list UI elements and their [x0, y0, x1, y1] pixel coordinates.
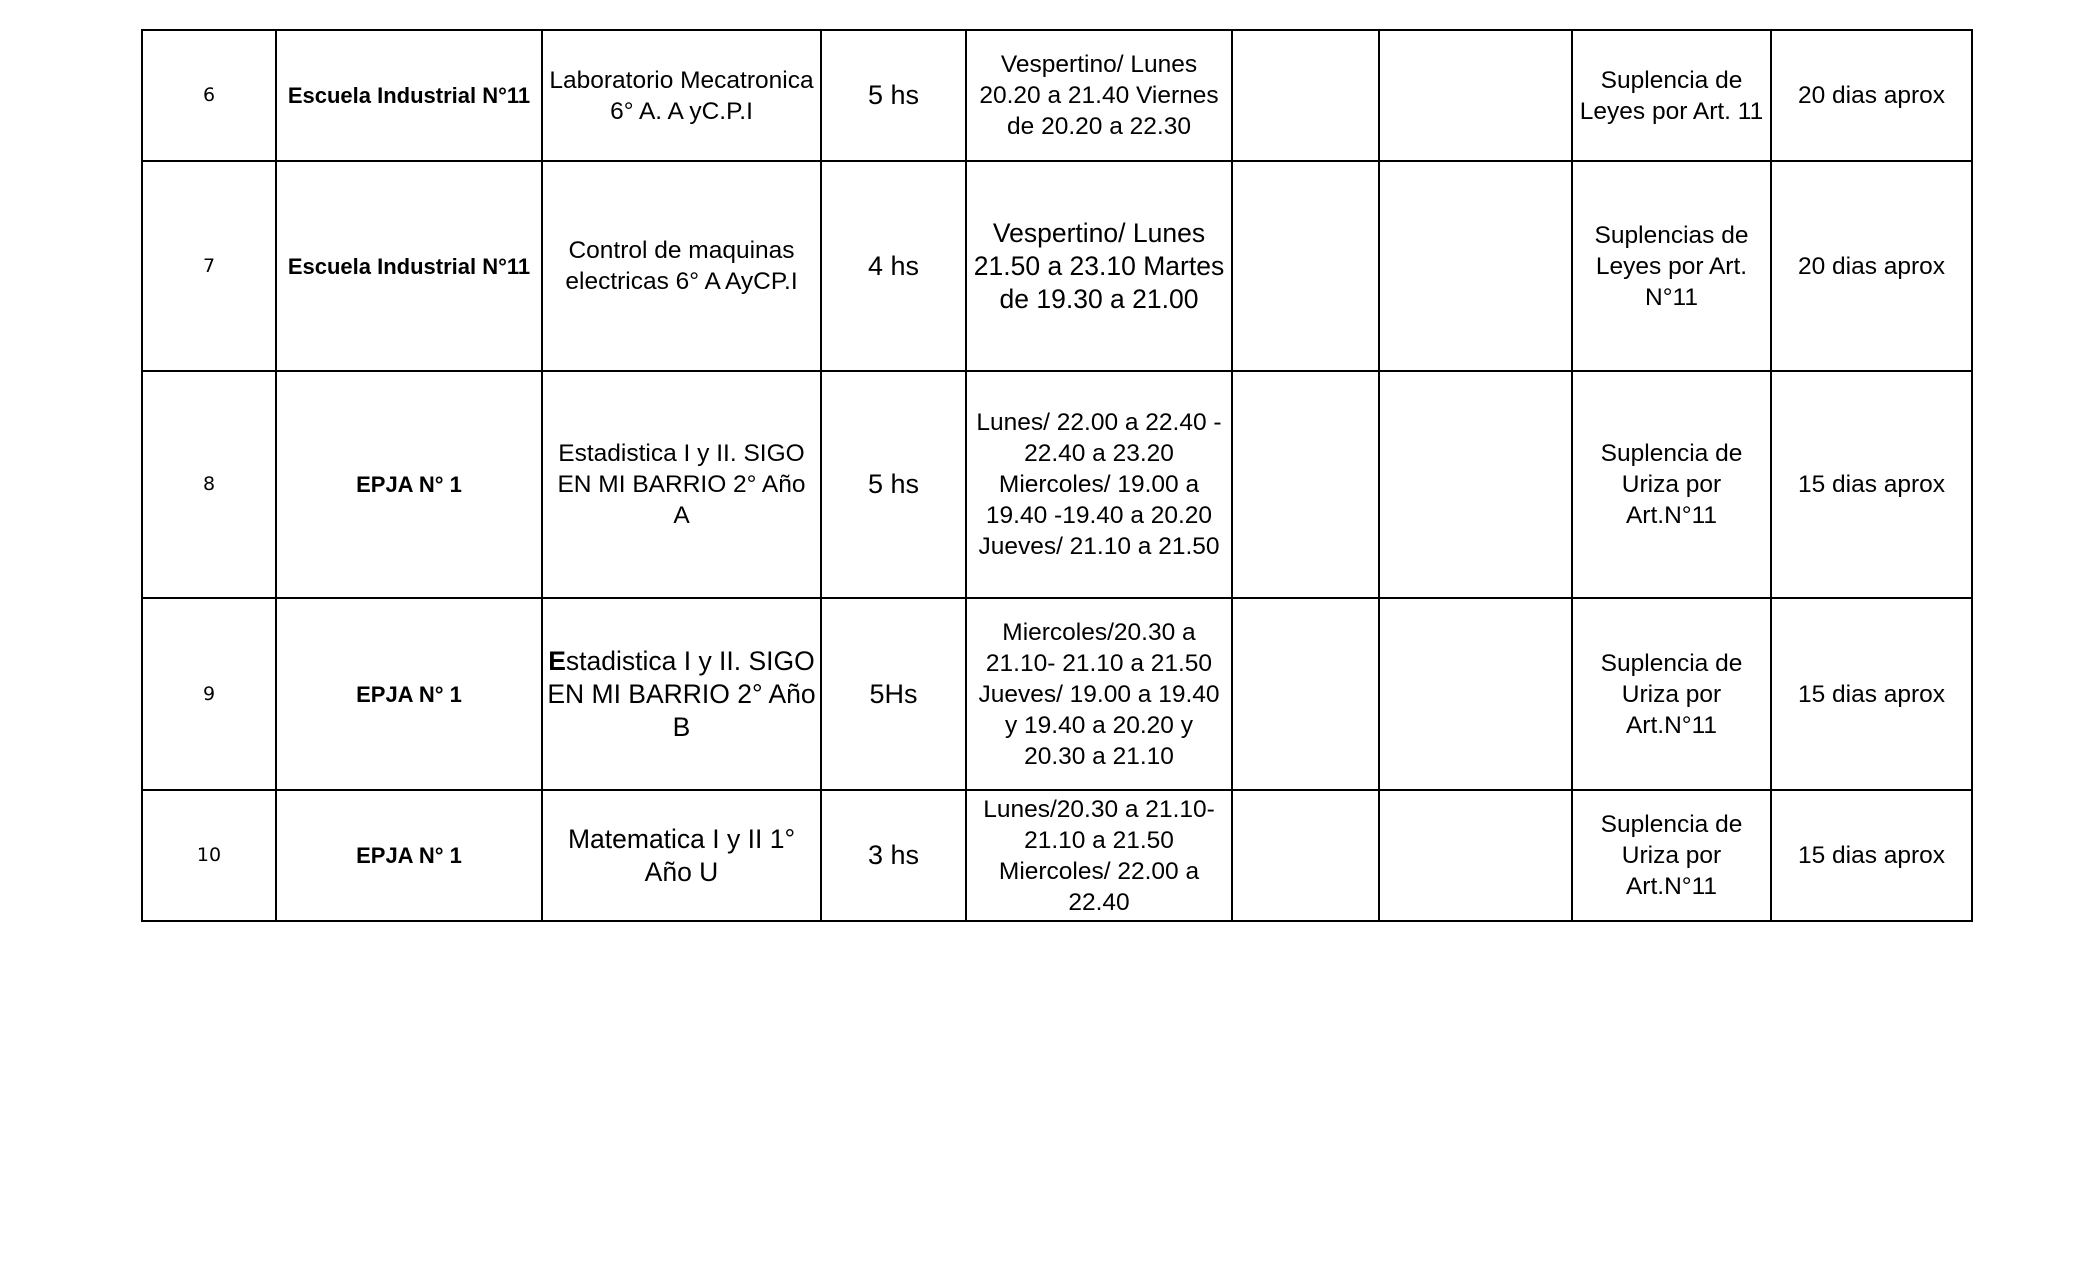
subject-cell: Control de maquinas electricas 6° A AyCP.I — [542, 161, 821, 371]
school-name: EPJA N° 1 — [276, 598, 542, 790]
table-row — [142, 161, 1972, 371]
school-name: Escuela Industrial N°11 — [276, 161, 542, 371]
subject-cell — [542, 598, 821, 790]
subject-text: stadistica I y II. SIGO EN MI BARRIO 2° Año B — [547, 645, 816, 742]
reason-cell: Suplencia de Uriza por Art.N°11 — [1572, 371, 1771, 598]
vacancy-table — [141, 29, 1973, 922]
reason-cell: Suplencia de Uriza por Art.N°11 — [1572, 598, 1771, 790]
hours-cell: 5Hs — [821, 598, 966, 790]
empty-cell — [1379, 30, 1572, 161]
school-name: Escuela Industrial N°11 — [276, 30, 542, 161]
row-number: 7 — [142, 161, 276, 371]
reason-cell: Suplencias de Leyes por Art. N°11 — [1572, 161, 1771, 371]
duration-cell: 20 dias aprox — [1771, 30, 1972, 161]
subject-cell: Matematica I y II 1° Año U — [542, 790, 821, 921]
duration-cell: 15 dias aprox — [1771, 371, 1972, 598]
empty-cell — [1232, 598, 1379, 790]
subject-cell: Estadistica I y II. SIGO EN MI BARRIO 2° Año A — [542, 371, 821, 598]
hours-cell: 5 hs — [821, 30, 966, 161]
empty-cell — [1232, 790, 1379, 921]
schedule-cell: Miercoles/20.30 a 21.10- 21.10 a 21.50 Jueves/ 19.00 a 19.40 y 19.40 a 20.20 y 20.30 a 21.10 — [966, 598, 1232, 790]
schedule-cell: Lunes/20.30 a 21.10- 21.10 a 21.50 Miercoles/ 22.00 a 22.40 — [966, 790, 1232, 921]
schedule-cell: Vespertino/ Lunes 20.20 a 21.40 Viernes de 20.20 a 22.30 — [966, 30, 1232, 161]
duration-cell: 15 dias aprox — [1771, 598, 1972, 790]
table-row — [142, 598, 1972, 790]
reason-cell: Suplencia de Leyes por Art. 11 — [1572, 30, 1771, 161]
school-name: EPJA N° 1 — [276, 790, 542, 921]
empty-cell — [1379, 371, 1572, 598]
reason-cell: Suplencia de Uriza por Art.N°11 — [1572, 790, 1771, 921]
row-number: 10 — [142, 790, 276, 921]
table-row — [142, 790, 1972, 921]
duration-cell: 20 dias aprox — [1771, 161, 1972, 371]
row-number: 9 — [142, 598, 276, 790]
school-name: EPJA N° 1 — [276, 371, 542, 598]
row-number: 6 — [142, 30, 276, 161]
hours-cell: 3 hs — [821, 790, 966, 921]
duration-cell: 15 dias aprox — [1771, 790, 1972, 921]
schedule-cell: Vespertino/ Lunes 21.50 a 23.10 Martes de 19.30 a 21.00 — [966, 161, 1232, 371]
hours-cell: 4 hs — [821, 161, 966, 371]
hours-cell: 5 hs — [821, 371, 966, 598]
schedule-cell: Lunes/ 22.00 a 22.40 - 22.40 a 23.20 Miercoles/ 19.00 a 19.40 -19.40 a 20.20 Jueves/ 21.10 a 21.50 — [966, 371, 1232, 598]
empty-cell — [1379, 598, 1572, 790]
empty-cell — [1232, 371, 1379, 598]
table-row — [142, 30, 1972, 161]
row-number: 8 — [142, 371, 276, 598]
subject-cell: Laboratorio Mecatronica 6° A. A yC.P.I — [542, 30, 821, 161]
empty-cell — [1232, 30, 1379, 161]
empty-cell — [1379, 161, 1572, 371]
subject-initial: E — [548, 645, 566, 676]
table-row — [142, 371, 1972, 598]
empty-cell — [1379, 790, 1572, 921]
empty-cell — [1232, 161, 1379, 371]
